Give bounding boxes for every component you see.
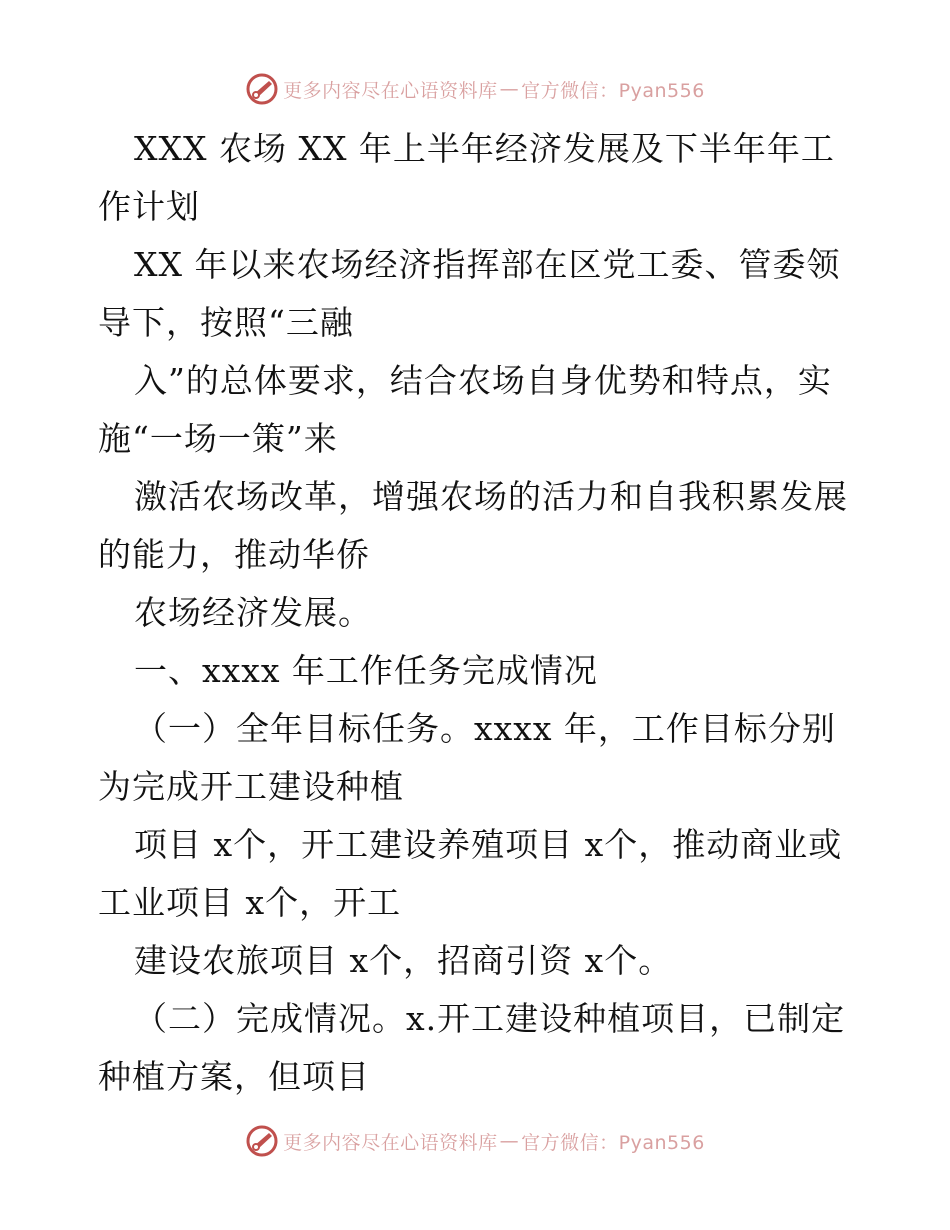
paragraph: 项目 x个，开工建设养殖项目 x个，推动商业或工业项目 x个，开工 <box>98 825 843 922</box>
watermark-text: 更多内容尽在心语资料库 <box>283 1131 498 1154</box>
watermark-suffix: 官方微信：Pyan556 <box>521 1131 705 1154</box>
watermark-footer <box>0 1124 950 1158</box>
watermark-text: 更多内容尽在心语资料库 <box>283 79 498 102</box>
logo-icon <box>245 72 279 106</box>
paragraph: （二）完成情况。x.开工建设种植项目，已制定种植方案，但项目 <box>98 999 846 1096</box>
paragraph: 入”的总体要求，结合农场自身优势和特点，实施“一场一策”来 <box>98 361 832 458</box>
watermark-suffix: 官方微信：Pyan556 <box>521 79 705 102</box>
watermark-header <box>0 72 950 106</box>
section-heading: 一、xxxx 年工作任务完成情况 <box>134 651 598 690</box>
watermark-dash: — <box>499 78 520 100</box>
paragraph: （一）全年目标任务。xxxx 年，工作目标分别为完成开工建设种植 <box>98 709 836 806</box>
watermark-dash: — <box>499 1130 520 1152</box>
document-title: XXX 农场 XX 年上半年经济发展及下半年年工作计划 <box>98 129 835 226</box>
paragraph: 激活农场改革，增强农场的活力和自我积累发展的能力，推动华侨 <box>98 477 848 574</box>
paragraph: 农场经济发展。 <box>134 593 372 632</box>
paragraph: XX 年以来农场经济指挥部在区党工委、管委领导下，按照“三融 <box>98 245 841 342</box>
document-body <box>98 120 858 1106</box>
logo-icon <box>245 1124 279 1158</box>
paragraph: 建设农旅项目 x个，招商引资 x个。 <box>134 941 673 980</box>
